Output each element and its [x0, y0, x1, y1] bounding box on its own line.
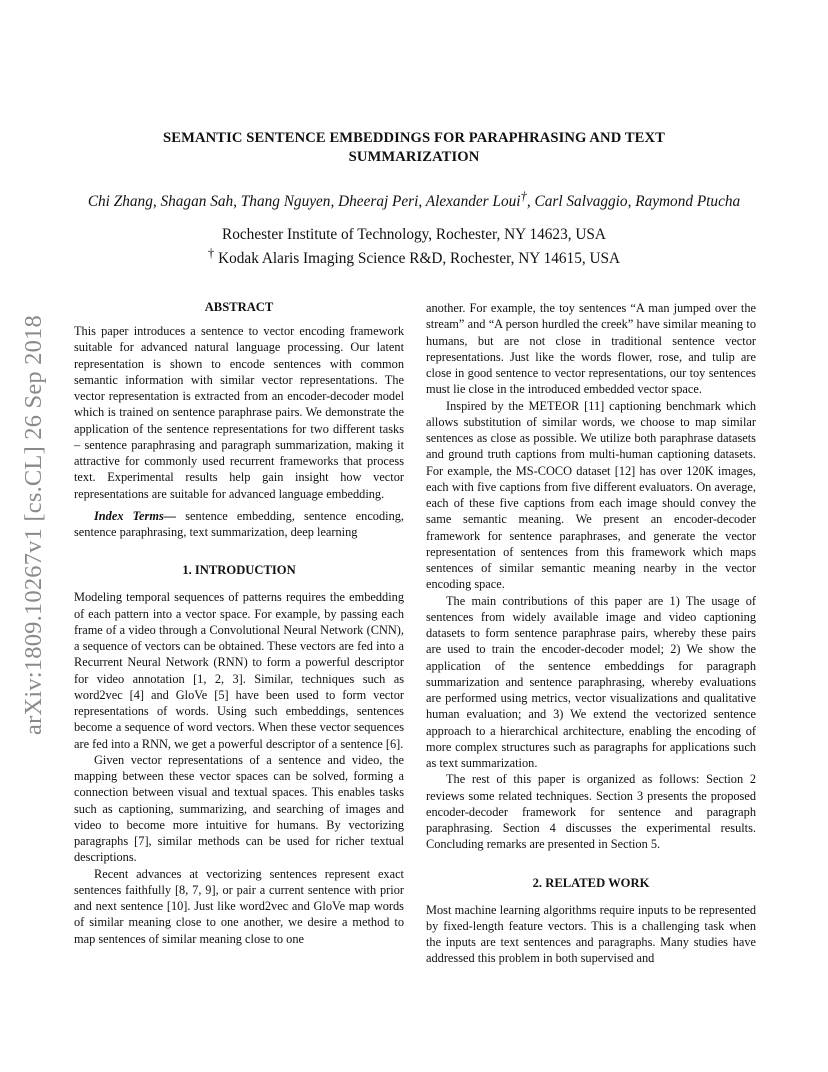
affiliation-kodak-text: Kodak Alaris Imaging Science R&D, Rochester, NY 14615, USA [214, 250, 621, 268]
arxiv-identifier [19, 290, 49, 760]
affiliation-kodak [100, 244, 728, 268]
introduction-paragraph-3: Recent advances at vectorizing sentences represent exact sentences faithfully [8, 7, 9], or pair a current sentence with prior and next sentence [10]. Just like word2vec and GloVe map words of similar meaning close to one another, we desire a method to map sentences of similar meaning close to one [74, 866, 404, 946]
abstract-text: This paper introduces a sentence to vector encoding framework suitable for advanced natural language processing. Our latent representation is shown to encode sentences with common semantic information with similar vector representations. The vector representation is extracted from an encoder-decoder model which is trained on sentence paraphrase pairs. We demonstrate the application of the sentence representations for two different tasks – sentence paraphrasing and paragraph summarization, making it attractive for commonly used recurrent frameworks that process text. Experimental results help gain insight how vector representations are suitable for advanced language embedding. [74, 324, 404, 501]
index-terms-list: sentence embedding, sentence encoding, sentence paraphrasing, text summarization, deep learning [74, 508, 404, 539]
affiliations [100, 225, 728, 268]
paper-title [100, 129, 728, 167]
authors-rest: , Carl Salvaggio, Raymond Ptucha [526, 193, 741, 211]
introduction-paragraph-1: Modeling temporal sequences of patterns requires the embedding of each pattern into a vector space. For example, by passing each frame of a video through a Convolutional Neural Network (CNN), a sequence of vectors can be obtained. These vectors are fed into a Recurrent Neural Network (RNN) to form a powerful descriptor for video annotation [1, 2, 3]. Similar, techniques such as word2vec [4] and GloVe [5] have been used to form vector representations of words. Using such embeddings, sentences become a sequence of word vectors. When these vector sequences are fed into a RNN, we get a powerful descriptor of a sentence [6]. [74, 590, 404, 751]
authors-dagger: † [520, 189, 527, 203]
left-column [74, 299, 404, 947]
affiliation-rit: Rochester Institute of Technology, Rochester, NY 14623, USA [222, 226, 606, 243]
paper-title-line-2: SUMMARIZATION [348, 149, 480, 165]
abstract-heading: ABSTRACT [204, 300, 274, 314]
index-terms-label: Index Terms— [94, 508, 177, 523]
authors-first: Chi Zhang, Shagan Sah, Thang Nguyen, Dheeraj Peri, Alexander Loui [87, 193, 521, 211]
related-work-paragraph: Most machine learning algorithms require inputs to be represented by fixed-length feature vectors. This is a challenging task when the inputs are text sentences and paragraphs. Many studies have addressed this problem in both supervised and [426, 902, 756, 966]
introduction-paragraph-5: Inspired by the METEOR [11] captioning benchmark which allows substitution of similar words, we choose to map similar sentences as close as possible. We utilize both paraphrase datasets and ground truth captions from multi-human captioning datasets. For example, the MS-COCO dataset [12] has over 120K images, each with five captions from five different evaluators. On average, each of these five captions from each image should convey the same semantic meaning. We present an encoder-decoder framework for sentence paraphrases, and generate the vector representation of sentences from this framework which maps sentences of similar semantic meaning nearby in the vector encoding space. [426, 398, 756, 592]
introduction-paragraph-4: another. For example, the toy sentences “A man jumped over the stream” and “A person hurdled the creek” have similar meaning to humans, but are not close in traditional sentence vector representations. Just like the words flower, rose, and tulip are close in good sentence to vector representations, our toy sentences must lie close in the introduced embedded vector space. [426, 301, 756, 397]
index-terms [74, 508, 404, 541]
arxiv-identifier-text: arXiv:1809.10267v1 [cs.CL] 26 Sep 2018 [20, 315, 47, 735]
introduction-heading: 1. INTRODUCTION [182, 563, 296, 578]
introduction-paragraph-2: Given vector representations of a sentence and video, the mapping between these vector spaces can be solved, forming a connection between visual and textual spaces. This enables tasks such as captioning, summarizing, and searching of images and video to become more intuitive for humans. By vectorizing paragraphs [7], similar methods can be used for richer textual descriptions. [74, 752, 404, 865]
right-column [426, 300, 756, 967]
author-list [60, 186, 768, 212]
related-work-heading: 2. RELATED WORK [532, 875, 650, 890]
organization-paragraph: The rest of this paper is organized as follows: Section 2 reviews some related techniques. Section 3 presents the proposed encoder-decoder framework for sentence and paragraph paraphrasing. Section 4 discusses the experimental results. Concluding remarks are presented in Section 5. [426, 772, 756, 852]
contributions-paragraph: The main contributions of this paper are 1) The usage of sentences from widely available image and video captioning datasets to form sentence paraphrase pairs, whereby these pairs are used to train the encoder-decoder model; 2) We show the application of the sentence embeddings for paragraph summarization and sentence paraphrasing, whereby evaluations are performed using metrics, vector visualizations and qualitative human evaluation; and 3) We extend the vectorized sentence approach to a hierarchical architecture, enabling the encoding of more complex structures such as paragraphs for applications such as text summarization. [426, 593, 756, 770]
affiliation-dagger: † [207, 246, 215, 260]
paper-title-line-1: SEMANTIC SENTENCE EMBEDDINGS FOR PARAPHRASING AND TEXT [163, 130, 665, 146]
